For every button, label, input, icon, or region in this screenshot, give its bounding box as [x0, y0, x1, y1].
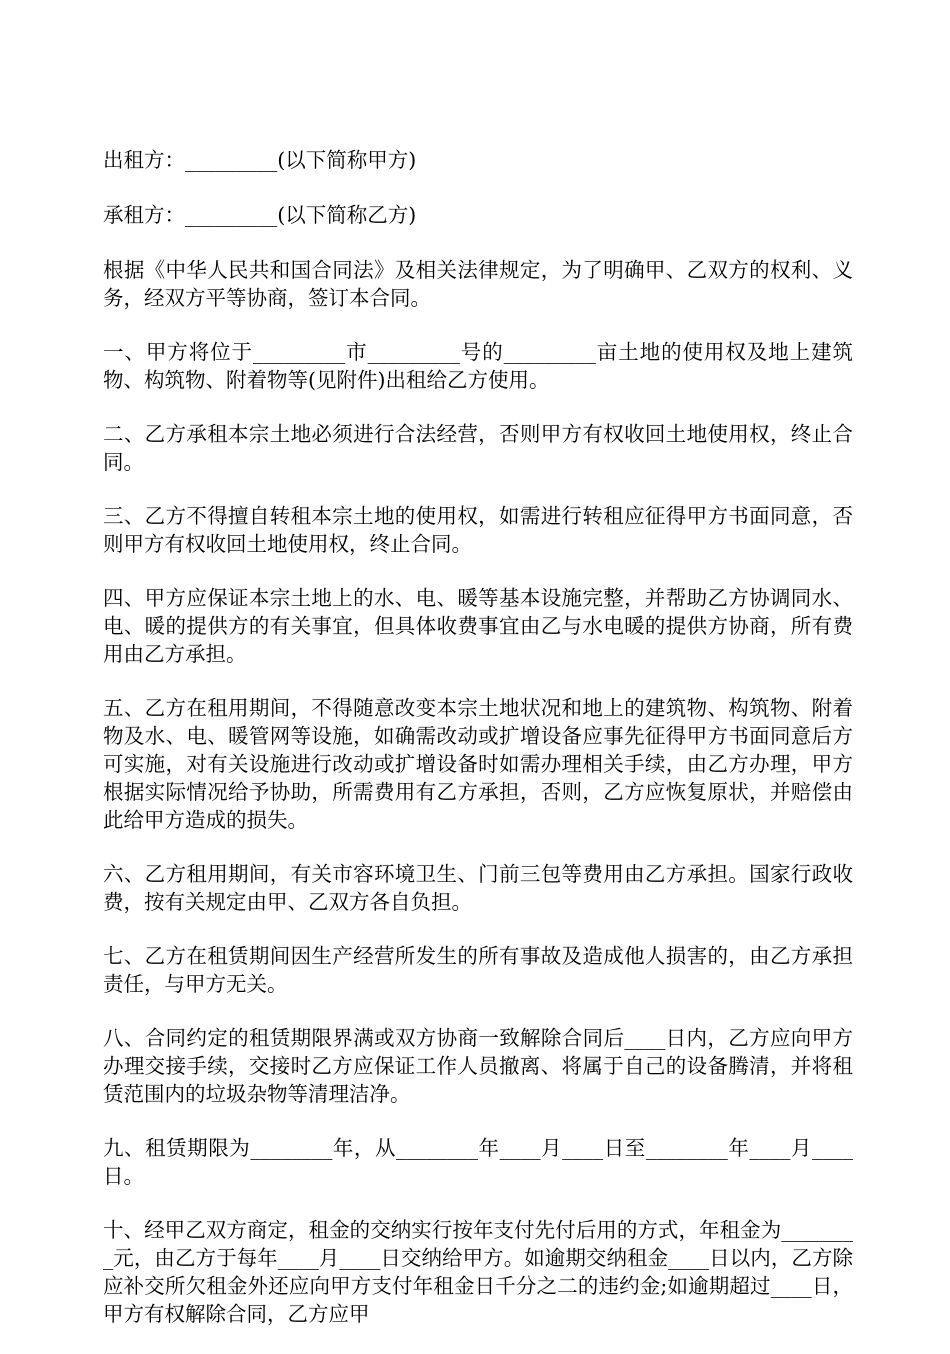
clause-8: 八、合同约定的租赁期限界满或双方协商一致解除合同后____日内，乙方应向甲方办理交接手续，交接时乙方应保证工作人员撤离、将属于自己的设备腾清，并将租赁范围内的垃圾杂物等清理洁净。 [103, 1026, 853, 1106]
clause-6: 六、乙方租用期间，有关市容环境卫生、门前三包等费用由乙方承担。国家行政收费，按有关规定由甲、乙双方各自负担。 [103, 862, 853, 914]
clause-2: 二、乙方承租本宗土地必须进行合法经营，否则甲方有权收回土地使用权，终止合同。 [103, 422, 853, 474]
lessor-line: 出租方：_________(以下简称甲方) [103, 148, 417, 172]
clause-1: 一、甲方将位于_________市_________号的_________亩土地的使用权及地上建筑物、构筑物、附着物等(见附件)出租给乙方使用。 [103, 340, 853, 392]
clause-9: 九、租赁期限为________年，从________年____月____日至________年____月____日。 [103, 1136, 853, 1188]
contract-page [103, 146, 853, 1354]
clause-5: 五、乙方在租用期间，不得随意改变本宗土地状况和地上的建筑物、构筑物、附着物及水、电、暖管网等设施，如确需改动或扩增设备应事先征得甲方书面同意后方可实施，对有关设施进行改动或扩增设备时如需办理相关手续，由乙方办理，甲方根据实际情况给予协助，所需费用有乙方承担，否则，乙方应恢复原状，并赔偿由此给甲方造成的损失。 [103, 696, 853, 832]
lessee-line: 承租方：_________(以下简称乙方) [103, 203, 417, 227]
clause-4: 四、甲方应保证本宗土地上的水、电、暖等基本设施完整，并帮助乙方协调同水、电、暖的提供方的有关事宜，但具体收费事宜由乙与水电暖的提供方协商，所有费用由乙方承担。 [103, 586, 853, 666]
preamble-paragraph: 根据《中华人民共和国合同法》及相关法律规定，为了明确甲、乙双方的权利、义务，经双方平等协商，签订本合同。 [103, 258, 853, 310]
clause-3: 三、乙方不得擅自转租本宗土地的使用权，如需进行转租应征得甲方书面同意，否则甲方有权收回土地使用权，终止合同。 [103, 504, 853, 556]
clause-10: 十、经甲乙双方商定，租金的交纳实行按年支付先付后用的方式，年租金为________元，由乙方于每年____月____日交纳给甲方。如逾期交纳租金____日以内，乙方除应补交所欠租金外还应向甲方支付年租金日千分之二的违约金;如逾期超过____日，甲方有权解除合同，乙方应甲 [103, 1218, 853, 1326]
clause-7: 七、乙方在租赁期间因生产经营所发生的所有事故及造成他人损害的，由乙方承担责任，与甲方无关。 [103, 944, 853, 996]
